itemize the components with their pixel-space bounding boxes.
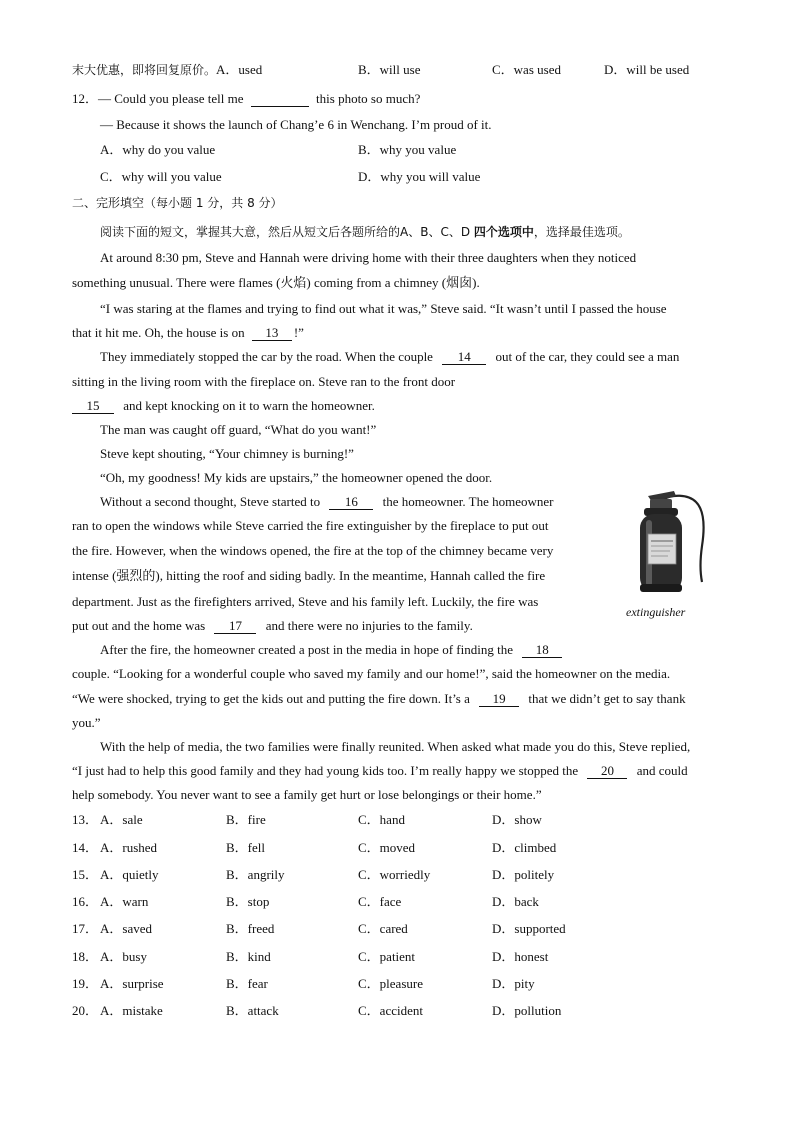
question-option[interactable]: B．fear — [226, 976, 268, 991]
passage-p9-line1: With the help of media, the two families were finally reunited. When asked what made you do this, Steve replied, — [100, 739, 691, 754]
passage-p5: Steve kept shouting, “Your chimney is burning!” — [100, 446, 354, 461]
question-option[interactable]: D．politely — [492, 867, 555, 882]
q12-answer-blank[interactable] — [251, 92, 309, 107]
p2-line2-pre: that it hit me. Oh, the house is on — [72, 325, 245, 340]
question-option[interactable]: D．pollution — [492, 1003, 562, 1018]
passage-p8-line3 — [72, 687, 686, 711]
passage-p9-line2 — [72, 759, 688, 783]
p2-line2-post: !” — [293, 325, 304, 340]
question-option[interactable]: C．accident — [358, 1003, 423, 1018]
p8-line3-pre: “We were shocked, trying to get the kids out and putting the fire down. It’s a — [72, 691, 470, 706]
q12-option-d[interactable]: D．why you will value — [358, 169, 481, 184]
q11-option-c[interactable]: C．was used — [492, 62, 561, 77]
section-heading: 二、完形填空（每小题 1 分，共 8 分） — [72, 196, 283, 210]
question-number: 16． — [72, 894, 99, 909]
passage-p7-line3: the fire. However, when the windows opened, the fire at the top of the chimney became very — [72, 543, 554, 558]
question-option[interactable]: C．moved — [358, 840, 416, 855]
q12-option-b[interactable]: B．why you value — [358, 142, 457, 157]
question-option[interactable]: C．face — [358, 894, 402, 909]
blank-13[interactable]: 13 — [252, 326, 292, 341]
passage-p8-line1 — [100, 638, 568, 662]
question-option[interactable]: A．saved — [100, 921, 152, 936]
question-option[interactable]: A．sale — [100, 812, 143, 827]
q11-cn-text: 末大优惠，即将回复原价。 — [72, 63, 217, 77]
section-instruction — [100, 220, 630, 244]
question-option[interactable]: D．supported — [492, 921, 566, 936]
q12-option-a[interactable]: A．why do you value — [100, 142, 216, 157]
passage-p6: “Oh, my goodness! My kids are upstairs,” the homeowner opened the door. — [100, 470, 493, 485]
blank-20[interactable]: 20 — [587, 764, 627, 779]
question-option[interactable]: B．attack — [226, 1003, 279, 1018]
question-option[interactable]: C．pleasure — [358, 976, 423, 991]
question-option[interactable]: A．busy — [100, 949, 147, 964]
passage-p7-line5: department. Just as the firefighters arrived, Steve and his family left. Luckily, the fire was — [72, 594, 539, 609]
passage-p2-line1: “I was staring at the flames and trying to find out what it was,” Steve said. “It wasn’t until I passed the house — [100, 301, 667, 316]
p7-line1-pre: Without a second thought, Steve started to — [100, 494, 321, 509]
p9-line2-pre: “I just had to help this good family and they had young kids too. I’m really happy we stopped the — [72, 763, 579, 778]
question-option[interactable]: D．climbed — [492, 840, 557, 855]
question-option[interactable]: D．pity — [492, 976, 535, 991]
p3-line3-post: and kept knocking on it to warn the homeowner. — [123, 398, 375, 413]
fire-extinguisher-icon — [618, 486, 714, 596]
passage-p7-line4: intense (强烈的), hitting the roof and siding badly. In the meantime, Hannah called the fire — [72, 568, 546, 583]
question-option[interactable]: B．freed — [226, 921, 275, 936]
blank-17[interactable]: 17 — [214, 619, 256, 634]
passage-p7-line1 — [100, 490, 553, 514]
question-option[interactable]: C．patient — [358, 949, 416, 964]
question-option[interactable]: C．worriedly — [358, 867, 431, 882]
question-option[interactable]: D．honest — [492, 949, 549, 964]
question-option[interactable]: A．mistake — [100, 1003, 163, 1018]
question-option[interactable]: D．back — [492, 894, 539, 909]
passage-p4: The man was caught off guard, “What do you want!” — [100, 422, 377, 437]
question-option[interactable]: A．warn — [100, 894, 149, 909]
passage-p3-line1 — [100, 345, 679, 369]
instruction-post: ，选择最佳选项。 — [533, 225, 630, 239]
question-number: 19． — [72, 976, 99, 991]
passage-p8-line4: you.” — [72, 715, 101, 730]
q11-option-d[interactable]: D．will be used — [604, 62, 690, 77]
passage-p2-line2 — [72, 321, 304, 345]
question-option[interactable]: A．rushed — [100, 840, 158, 855]
question-option[interactable]: B．stop — [226, 894, 270, 909]
p9-line2-post: and could — [636, 763, 688, 778]
blank-18[interactable]: 18 — [522, 643, 562, 658]
p3-line1-pre: They immediately stopped the car by the road. When the couple — [100, 349, 433, 364]
passage-p1-line2: something unusual. There were flames (火焰) coming from a chimney (烟囱). — [72, 275, 480, 290]
q12-stem — [72, 87, 420, 111]
passage-p7-line2: ran to open the windows while Steve carried the fire extinguisher by the fireplace to put out — [72, 518, 549, 533]
q11-tail — [72, 58, 262, 82]
question-option[interactable]: B．fell — [226, 840, 265, 855]
question-option[interactable]: B．kind — [226, 949, 271, 964]
p8-line1-pre: After the fire, the homeowner created a post in the media in hope of finding the — [100, 642, 513, 657]
question-number: 14． — [72, 840, 99, 855]
passage-p1-line1: At around 8:30 pm, Steve and Hannah were driving home with their three daughters when they noticed — [100, 250, 637, 265]
passage-p8-line2: couple. “Looking for a wonderful couple who saved my family and our home!”, said the homeowner on the media. — [72, 666, 671, 681]
p7-line1-post: the homeowner. The homeowner — [382, 494, 554, 509]
p7-line6-post: and there were no injuries to the family. — [265, 618, 473, 633]
question-option[interactable]: A．quietly — [100, 867, 159, 882]
blank-19[interactable]: 19 — [479, 692, 519, 707]
instruction-pre: 阅读下面的短文，掌握其大意，然后从短文后各题所给的A、B、C、D — [100, 225, 474, 239]
question-option[interactable]: C．hand — [358, 812, 405, 827]
question-option[interactable]: A．surprise — [100, 976, 164, 991]
blank-15[interactable]: 15 — [72, 399, 114, 414]
question-option[interactable]: D．show — [492, 812, 542, 827]
question-option[interactable]: B．angrily — [226, 867, 285, 882]
p7-line6-pre: put out and the home was — [72, 618, 206, 633]
question-option[interactable]: C．cared — [358, 921, 408, 936]
blank-14[interactable]: 14 — [442, 350, 486, 365]
passage-p7-line6 — [72, 614, 473, 638]
q11-option-a[interactable]: A．used — [216, 62, 263, 77]
question-number: 17． — [72, 921, 99, 936]
p8-line3-post: that we didn’t get to say thank — [528, 691, 686, 706]
passage-p3-line3 — [72, 394, 375, 418]
question-number: 20． — [72, 1003, 99, 1018]
q12-line1-pre: — Could you please tell me — [98, 91, 244, 106]
q12-line2: — Because it shows the launch of Chang’e 6 in Wenchang. I’m proud of it. — [100, 117, 492, 132]
figure-caption: extinguisher — [626, 605, 686, 619]
instruction-bold: 四个选项中 — [473, 225, 534, 239]
question-number: 15． — [72, 867, 99, 882]
q11-option-b[interactable]: B．will use — [358, 62, 421, 77]
q12-line1-post: this photo so much? — [316, 91, 421, 106]
p3-line1-post: out of the car, they could see a man — [495, 349, 680, 364]
blank-16[interactable]: 16 — [329, 495, 373, 510]
question-option[interactable]: B．fire — [226, 812, 266, 827]
question-number: 18． — [72, 949, 99, 964]
q12-option-c[interactable]: C．why will you value — [100, 169, 222, 184]
passage-p9-line3: help somebody. You never want to see a family get hurt or lose belongings or their home.” — [72, 787, 542, 802]
q12-number: 12． — [72, 91, 99, 106]
passage-p3-line2: sitting in the living room with the fireplace on. Steve ran to the front door — [72, 374, 456, 389]
question-number: 13． — [72, 812, 99, 827]
